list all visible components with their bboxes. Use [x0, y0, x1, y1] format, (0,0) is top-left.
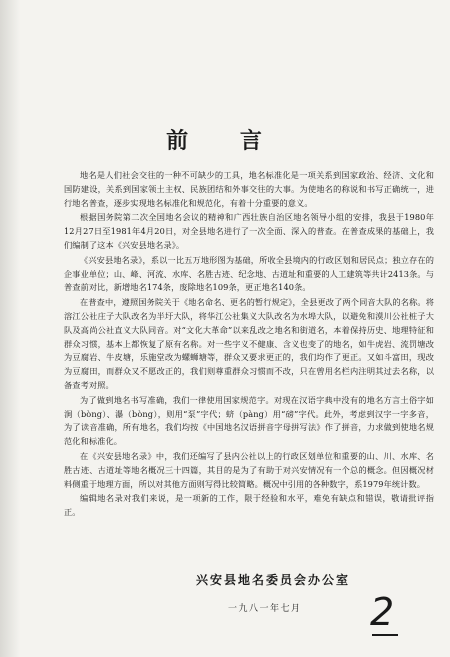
paragraph-7: 编辑地名录对我们来说，是一项新的工作，限于经验和水平，难免有缺点和错误，敬请批评指正。 [64, 493, 434, 518]
paragraph-4: 在普查中，遵照国务院关于《地名命名、更名的暂行规定》，全县更改了两个同音大队的名称。将溶江公社庄子大队改名为半圩大队，将华江公社集义大队改名为水埠大队，以避免和漠川公社桩子大队及高尚公社直义大队同音。对“文化大革命”以来乱改之地名和街道名，本着保持历史、地理特征和群众习惯，基本上都恢复了原有名称。对一些字义不健康、含义也变了的地名，如牛虎岩、流罚塘改为豆腐岩、牛皮塘，乐施堂改为螺蛳塘等，群众又要求更正的，我们均作了更正。又如斗富田，现改为豆腐田，而群众又不愿改正的，我们则尊重群众习惯而不改，只在曾用名栏内注明其过去名称，以备查考对照。 [64, 297, 434, 390]
signature-date: 一九八一年七月 [228, 604, 302, 614]
paragraph-6: 在《兴安县地名录》中，我们还编写了县内公社以上的行政区划单位和重要的山、川、水库、名胜古迹、古道址等地名概况三十四篇，其目的是为了有助于对兴安情况有一个总的概念。但因概况材料侧重于地理方面，所以对其他方面则写得比较简略。概况中引用的各种数字，系1979年统计数。 [64, 450, 434, 489]
page-title: 前 言 [166, 128, 284, 154]
preface-body [64, 169, 434, 521]
paragraph-3: 《兴安县地名录》，系以一比五万地形图为基础，所收全县境内的行政区划和居民点；独立存在的企事业单位；山、峰、河流、水库、名胜古迹、纪念地、古道址和重要的人工建筑等共计2413条。与普查前对比，新增地名174条，废除地名109条，更正地名140条。 [64, 254, 434, 293]
paragraph-5: 为了做到地名书写准确，我们一律使用国家规范字。对现在汉语字典中没有的地名方言土俗字如涧（bòng）、瀑（bòng），则用“泵”字代；蛴（pàng）用“磅”字代。此外，考虑到汉字一字多音，为了读音准确，所有地名，我们均按《中国地名汉语拼音字母拼写法》作了拼音，力求做到使地名规范化和标准化。 [64, 394, 434, 447]
paragraph-1: 地名是人们社会交往的一种不可缺少的工具，地名标准化是一项关系到国家政治、经济、文化和国防建设，关系到国家领土主权、民族团结和外事交往的大事。为使地名的称说和书写正确统一，进行地名普查，逐步实现地名标准化和规范化，有着十分重要的意义。 [64, 170, 434, 208]
page-spine-shadow [0, 0, 20, 657]
paragraph-2: 根据国务院第二次全国地名会议的精神和广西壮族自治区地名领导小组的安排，我县于1980年12月27日至1981年4月20日，对全县地名进行了一次全面、深入的普查。在普查成果的基础上，我们编制了这本《兴安县地名录》。 [64, 212, 434, 250]
signature: 兴安县地名委员会办公室 [196, 573, 351, 587]
page-number: 2 [370, 590, 395, 634]
page-number-underline [372, 634, 398, 636]
